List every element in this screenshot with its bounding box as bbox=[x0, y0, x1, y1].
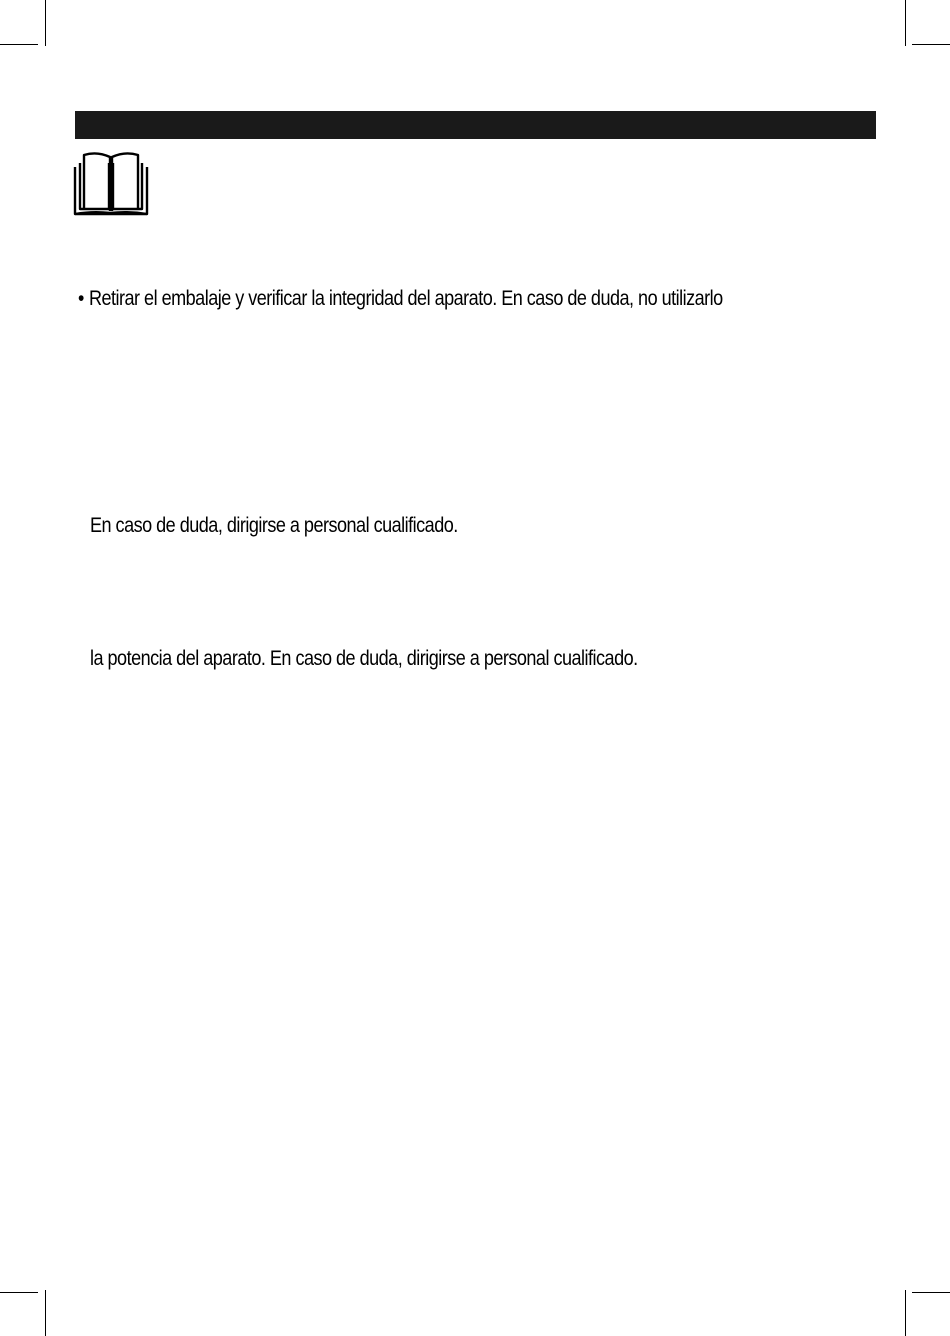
crop-mark-bottom-right-vertical bbox=[905, 1290, 906, 1336]
open-book-icon bbox=[73, 151, 149, 217]
instruction-line-2: En caso de duda, dirigirse a personal cualificado. bbox=[90, 514, 458, 537]
crop-mark-top-left-vertical bbox=[45, 0, 46, 46]
instruction-text-1: Retirar el embalaje y verificar la integridad del aparato. En caso de duda, no utilizarlo bbox=[88, 287, 723, 310]
section-header-bar bbox=[75, 111, 876, 139]
crop-mark-bottom-right-horizontal bbox=[912, 1292, 950, 1293]
crop-mark-bottom-left-horizontal bbox=[0, 1292, 38, 1293]
crop-mark-top-left-horizontal bbox=[0, 44, 38, 45]
crop-mark-bottom-left-vertical bbox=[45, 1290, 46, 1336]
instruction-line-1 bbox=[78, 287, 723, 311]
crop-mark-top-right-horizontal bbox=[912, 44, 950, 45]
crop-mark-top-right-vertical bbox=[905, 0, 906, 46]
instruction-line-3: la potencia del aparato. En caso de duda, dirigirse a personal cualificado. bbox=[90, 647, 638, 670]
bullet-marker: • bbox=[78, 287, 84, 310]
